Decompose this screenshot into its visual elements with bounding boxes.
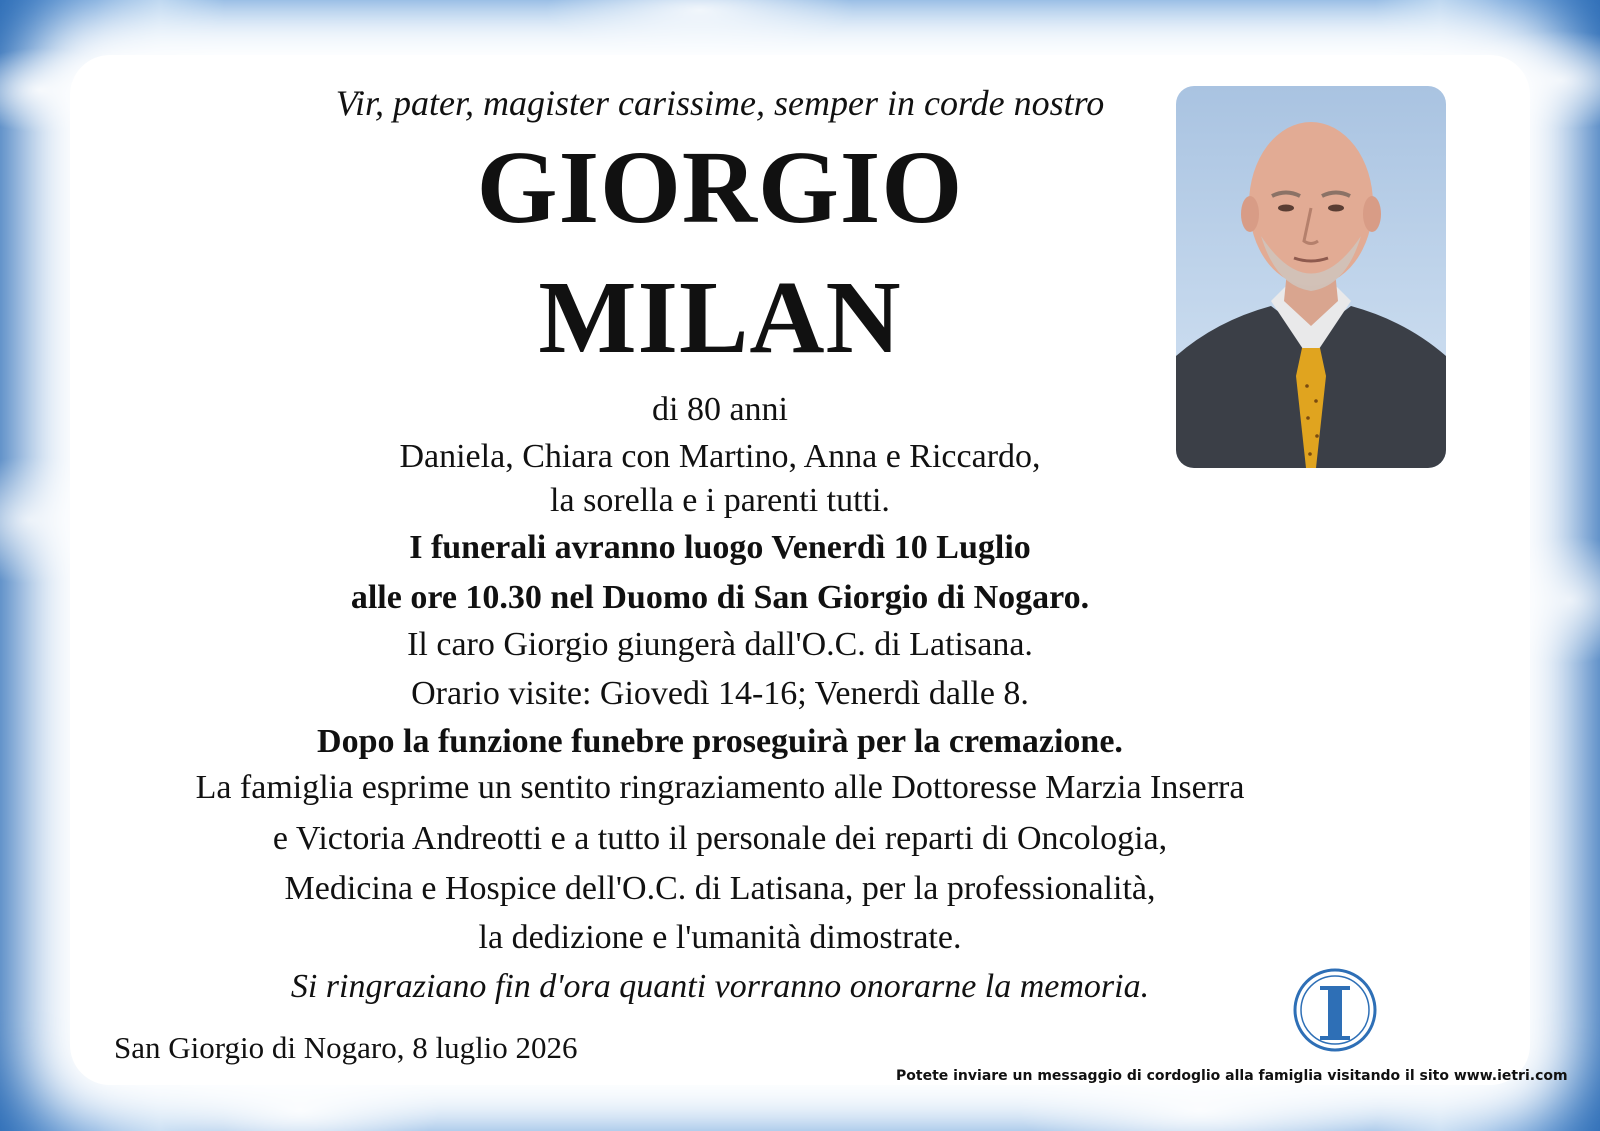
ietri-logo — [1290, 960, 1490, 1060]
last-name: MILAN — [538, 260, 902, 375]
funeral-line-1: I funerali avranno luogo Venerdì 10 Luglio — [409, 529, 1031, 566]
family-line-2: la sorella e i parenti tutti. — [550, 482, 890, 519]
funeral-line-2: alle ore 10.30 nel Duomo di San Giorgio di Nogaro. — [350, 579, 1090, 616]
age-line: di 80 anni — [652, 391, 788, 428]
visiting-hours-line: Orario visite: Giovedì 14-16; Venerdì dalle 8. — [411, 675, 1029, 712]
family-line-1: Daniela, Chiara con Martino, Anna e Riccardo, — [399, 438, 1041, 475]
cremation-line: Dopo la funzione funebre proseguirà per la cremazione. — [317, 723, 1123, 760]
thanks-line-4: la dedizione e l'umanità dimostrate. — [478, 919, 962, 956]
condolence-note: Potete inviare un messaggio di cordoglio alla famiglia visitando il sito www.ietri.com — [896, 1068, 1568, 1084]
first-name: GIORGIO — [476, 130, 964, 245]
thanks-line-3: Medicina e Hospice dell'O.C. di Latisana, per la professionalità, — [284, 870, 1156, 907]
thanks-line-1: La famiglia esprime un sentito ringraziamento alle Dottoresse Marzia Inserra — [195, 769, 1245, 806]
portrait-photo — [1176, 86, 1446, 468]
arrival-line: Il caro Giorgio giungerà dall'O.C. di Latisana. — [407, 626, 1033, 663]
thanks-line-2: e Victoria Andreotti e a tutto il personale dei reparti di Oncologia, — [272, 820, 1168, 857]
closing-line: Si ringraziano fin d'ora quanti vorranno onorarne la memoria. — [290, 968, 1150, 1005]
epigraph: Vir, pater, magister carissime, semper in corde nostro — [335, 83, 1105, 123]
place-and-date: San Giorgio di Nogaro, 8 luglio 2026 — [114, 1030, 578, 1065]
